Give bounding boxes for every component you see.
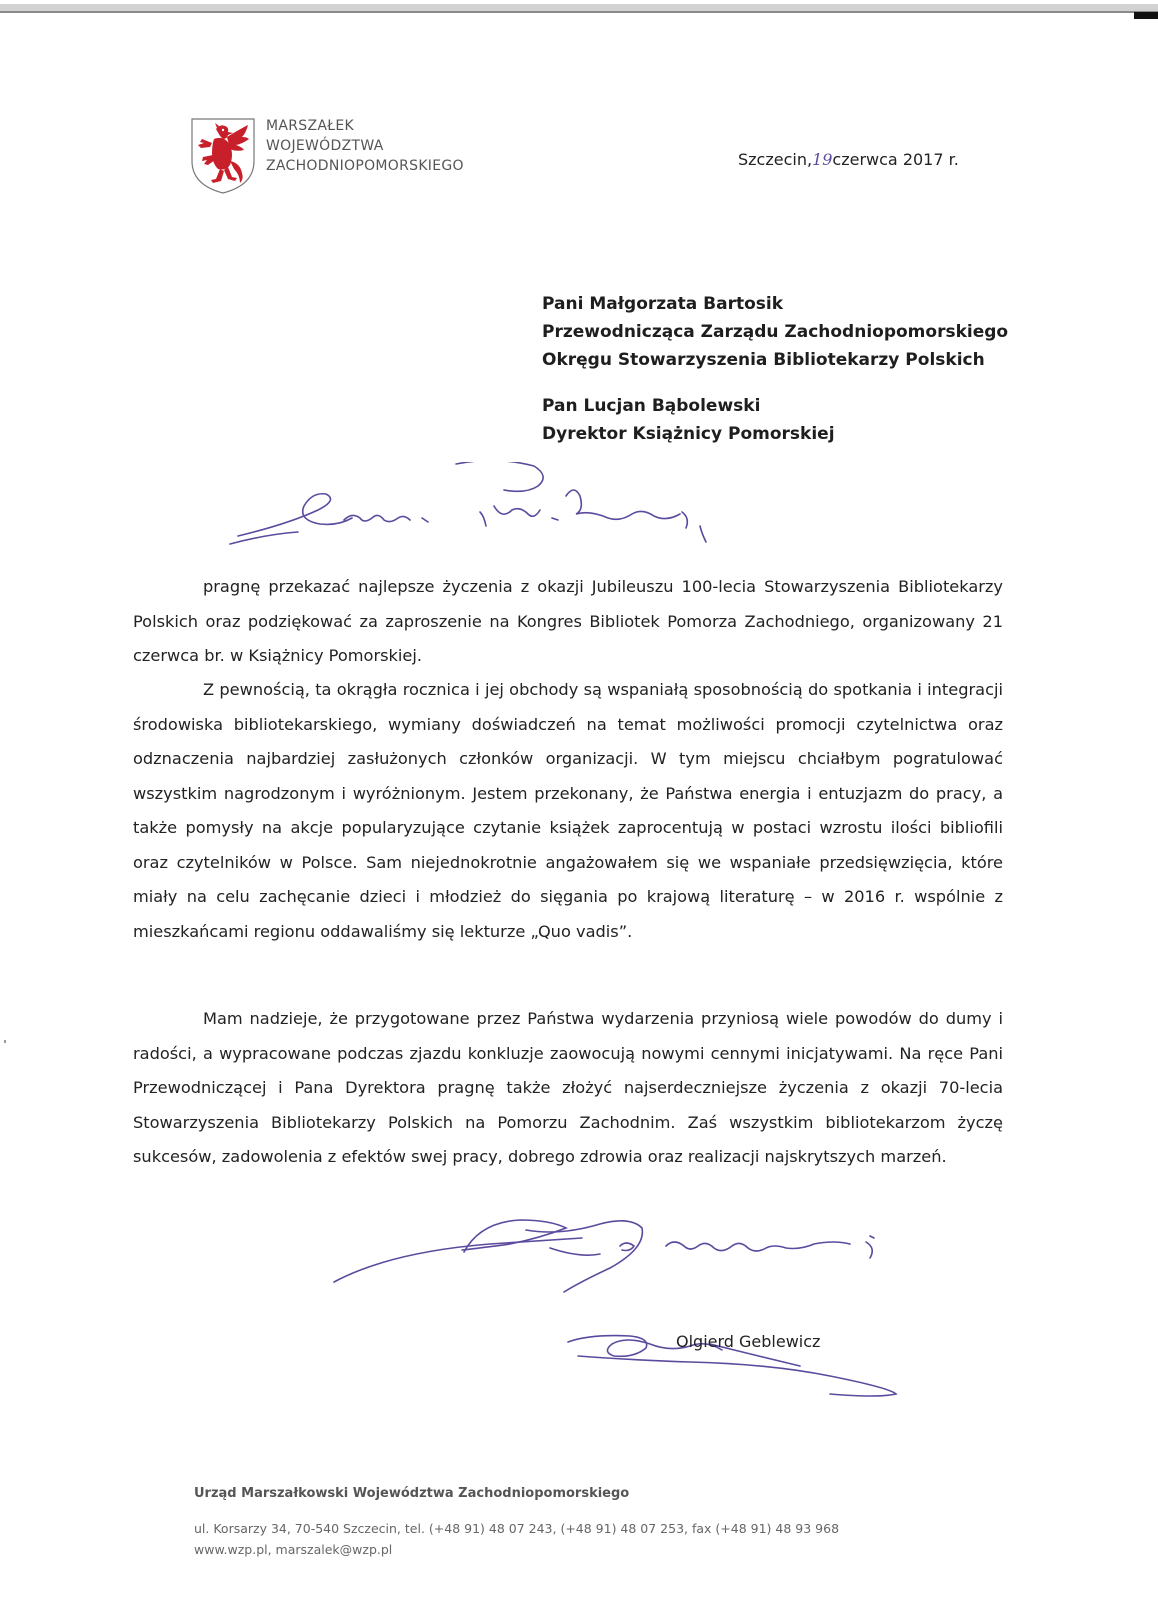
body-paragraph-3: Mam nadzieje, że przygotowane przez Państwa wydarzenia przyniosą wiele powodów do dumy i radości, a wypracowane podczas zjazdu konkluzje zaowocują nowymi cennymi inicjatywami. Na ręce Pani Przewodniczącej i Pana Dyrektora pragnę także złożyć najserdeczniejsze życzenia z okazji 70-lecia Stowarzyszenia Bibliotekarzy Polskich na Pomorzu Zachodnim. Zaś wszystkim bibliotekarzom życzę sukcesów, zadowolenia z efektów swej pracy, dobrego zdrowia oraz realizacji najskrytszych marzeń. bbox=[133, 1009, 1003, 1166]
handwritten-signature bbox=[330, 1218, 910, 1418]
addressee-title-1b: Okręgu Stowarzyszenia Bibliotekarzy Polskich bbox=[542, 350, 985, 370]
addressee-title-2: Dyrektor Książnicy Pomorskiej bbox=[542, 424, 835, 444]
footer-address: ul. Korsarzy 34, 70-540 Szczecin, tel. (+48 91) 48 07 243, (+48 91) 48 07 253, fax (+48 91) 48 93 968 bbox=[194, 1521, 840, 1536]
scan-top-border-shadow bbox=[0, 11, 1158, 13]
org-name-line-3: ZACHODNIOPOMORSKIEGO bbox=[266, 158, 464, 174]
org-name-line-1: MARSZAŁEK bbox=[266, 118, 355, 134]
scan-edge-mark bbox=[4, 1040, 6, 1043]
footer-office-name: Urząd Marszałkowski Województwa Zachodniopomorskiego bbox=[194, 1486, 630, 1501]
date-prefix: Szczecin, bbox=[738, 150, 813, 169]
addressee-name-2: Pan Lucjan Bąbolewski bbox=[542, 396, 761, 416]
org-name-line-2: WOJEWÓDZTWA bbox=[266, 138, 384, 154]
griffin-coat-of-arms-icon bbox=[190, 117, 256, 195]
scan-top-border bbox=[0, 4, 1158, 11]
signer-name: Olgierd Geblewicz bbox=[676, 1332, 821, 1351]
body-paragraph-2: Z pewnością, ta okrągła rocznica i jej obchody są wspaniałą sposobnością do spotkania i integracji środowiska bibliotekarskiego, wymiany doświadczeń na temat możliwości promocji czytelnictwa oraz odznaczenia najbardziej zasłużonych członków organizacji. W tym miejscu chciałbym pogratulować wszystkim nagrodzonym i wyróżnionym. Jestem przekonany, że Państwa energia i entuzjazm do pracy, a także pomysły na akcje popularyzujące czytanie książek zaprocentują w postaci wzrostu ilości bibliofili oraz czytelników w Polsce. Sam niejednokrotnie angażowałem się we wspaniałe przedsięwzięcia, które miały na celu zachęcanie dzieci i młodzież do sięgania po krajową literaturę – w 2016 r. wspólnie z mieszkańcami regionu oddawaliśmy się lekturze „Quo vadis”. bbox=[133, 680, 1003, 941]
addressee-name-1: Pani Małgorzata Bartosik bbox=[542, 294, 784, 314]
body-paragraph-1: pragnę przekazać najlepsze życzenia z okazji Jubileuszu 100-lecia Stowarzyszenia Bibliotekarzy Polskich oraz podziękować za zaproszenie na Kongres Bibliotek Pomorza Zachodniego, organizowany 21 czerwca br. w Książnicy Pomorskiej. bbox=[133, 577, 1003, 665]
addressee-title-1a: Przewodnicząca Zarządu Zachodniopomorskiego bbox=[542, 322, 1009, 342]
date-handwritten-day: 19 bbox=[812, 150, 833, 169]
date-suffix: czerwca 2017 r. bbox=[832, 150, 959, 169]
footer-web-email: www.wzp.pl, marszalek@wzp.pl bbox=[194, 1542, 393, 1557]
letter-date bbox=[738, 150, 959, 169]
scan-corner-mark bbox=[1134, 12, 1158, 19]
handwritten-salutation bbox=[228, 462, 728, 562]
